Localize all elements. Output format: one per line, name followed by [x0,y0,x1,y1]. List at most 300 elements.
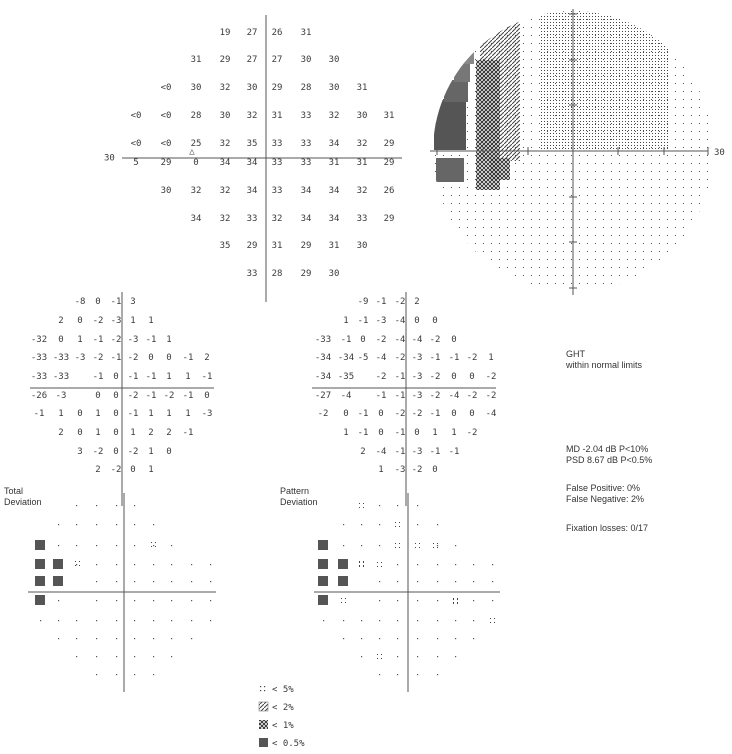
pattern-deviation-prob-dot-mark [397,581,398,582]
sensitivity-cell: <0 [130,111,142,121]
total-deviation-cell: 1 [185,372,191,382]
total-deviation-cell: -1 [201,372,213,382]
total-deviation-cell: -3 [127,335,139,345]
psd-value: PSD 8.67 dB P<0.5% [566,455,653,465]
legend-item [259,738,305,749]
pattern-deviation-prob-dot-mark [397,600,398,601]
total-deviation-prob-dot-mark [134,656,135,657]
pattern-deviation-prob-dots-mark [359,503,364,508]
pattern-deviation-prob-dot-mark [361,656,362,657]
total-deviation-cell: -1 [110,353,122,363]
total-deviation-prob-dot-mark [58,638,59,639]
pattern-deviation-cell: -2 [317,409,329,419]
pattern-deviation-cell: -2 [466,353,478,363]
total-deviation-cell: 0 [58,335,64,345]
pattern-deviation-probability [318,503,495,675]
sensitivity-cell: 34 [246,186,258,196]
pattern-deviation-prob-dots-mark [341,598,346,603]
total-deviation-cell: -2 [127,391,139,401]
pattern-deviation-prob-dot-mark [437,564,438,565]
pattern-deviation-prob-dot-mark [379,674,380,675]
total-deviation-prob-dot-mark [76,638,77,639]
total-deviation-prob-dot-mark [116,674,117,675]
total-deviation-cell: 3 [130,297,136,307]
total-deviation-cell: -1 [92,335,104,345]
pattern-deviation-prob-dot-mark [492,564,493,565]
total-deviation-prob-dot-mark [171,638,172,639]
pattern-deviation-prob-dot-mark [473,581,474,582]
total-deviation-prob-dot-mark [153,620,154,621]
sensitivity-cell: 34 [219,158,231,168]
pattern-deviation-cell: -4 [485,409,497,419]
pattern-deviation-cell: -34 [337,353,355,363]
pattern-deviation-prob-dot-mark [455,545,456,546]
total-deviation-cell: -2 [92,447,104,457]
pattern-deviation-cell: -2 [411,409,423,419]
sensitivity-cell: 32 [219,139,231,149]
pattern-deviation-prob-dot-mark [379,505,380,506]
pattern-deviation-cell: -2 [429,391,441,401]
total-deviation-cell: -32 [30,335,48,345]
sensitivity-cell: <0 [160,111,172,121]
sensitivity-cell: 29 [160,158,172,168]
pattern-deviation-cell: -1 [375,297,387,307]
total-deviation-cell: -2 [92,353,104,363]
sensitivity-cell: 31 [328,158,340,168]
pattern-deviation-cell: 0 [360,335,366,345]
pattern-deviation-prob-dot-mark [437,638,438,639]
pattern-deviation-prob-solid-mark [318,595,328,605]
pattern-deviation-label-2: Deviation [280,497,318,507]
sensitivity-values [131,28,395,279]
pattern-deviation-prob-dot-mark [379,524,380,525]
pattern-deviation-cell: -34 [314,372,332,382]
pattern-deviation-cell: -2 [429,335,441,345]
total-deviation-prob-dot-mark [171,564,172,565]
pattern-deviation-cell: 1 [451,428,457,438]
pattern-deviation-prob-dot-mark [473,620,474,621]
sensitivity-cell: 29 [383,158,395,168]
pattern-deviation-prob-dot-mark [437,581,438,582]
total-deviation-cell: 1 [166,409,172,419]
total-deviation-prob-dot-mark [134,505,135,506]
total-deviation-cell: -2 [92,316,104,326]
pattern-deviation-prob-solid-mark [318,540,328,550]
greyscale-dense-defect [434,100,466,150]
total-deviation-prob-dot-mark [76,524,77,525]
pattern-deviation-prob-dot-mark [437,545,438,546]
total-deviation-cell: 0 [77,409,83,419]
total-deviation-cell: 1 [148,409,154,419]
pattern-deviation-prob-dot-mark [361,545,362,546]
pattern-deviation-prob-dots-mark [377,654,382,659]
md-value: MD -2.04 dB P<10% [566,444,649,454]
pattern-deviation-cell: -4 [394,335,406,345]
pattern-deviation-cell: -2 [485,372,497,382]
total-deviation-prob-dot-mark [153,674,154,675]
total-deviation-cell: -33 [30,372,48,382]
pattern-deviation-cell: -4 [448,391,460,401]
total-deviation-cell: -1 [33,409,45,419]
pattern-deviation-prob-dot-mark [455,656,456,657]
pattern-deviation-cell: -3 [375,316,387,326]
total-deviation-cell: 0 [77,428,83,438]
sensitivity-cell: <0 [160,83,172,93]
pattern-deviation-cell: -1 [394,447,406,457]
total-deviation-prob-dot-mark [134,524,135,525]
total-deviation-prob-dot-mark [116,638,117,639]
total-deviation-prob-dot-mark [171,600,172,601]
sensitivity-cell: 19 [219,28,231,38]
pattern-deviation-cell: -1 [429,409,441,419]
total-deviation-cell: -3 [55,391,67,401]
pattern-deviation-cell: 0 [469,372,475,382]
pattern-deviation-cell: 0 [451,409,457,419]
total-deviation-cell: 1 [130,316,136,326]
total-deviation-prob-dot-mark [116,524,117,525]
pattern-deviation-prob-dot-mark [417,656,418,657]
total-deviation-cell: 0 [130,465,136,475]
pattern-deviation-cell: 0 [469,409,475,419]
pattern-deviation-prob-dot-mark [361,524,362,525]
pattern-deviation-prob-dot-mark [361,620,362,621]
total-deviation-prob-solid-mark [35,595,45,605]
sensitivity-cell: 27 [246,55,258,65]
total-deviation-prob-solid-mark [35,559,45,569]
pattern-deviation-prob-dot-mark [343,638,344,639]
sensitivity-cell: 35 [219,241,231,251]
legend-swatch-cross [259,720,268,729]
pattern-deviation-prob-dot-mark [437,656,438,657]
sensitivity-cell: 32 [246,111,258,121]
pattern-deviation-prob-dot-mark [417,620,418,621]
total-deviation-cell: 2 [58,316,64,326]
sensitivity-cell: 30 [328,269,340,279]
pattern-deviation-cell: -1 [357,428,369,438]
pattern-deviation-cell: -3 [411,447,423,457]
sensitivity-axis-label: 30 [104,153,115,164]
sensitivity-cell: 30 [190,83,202,93]
pattern-deviation-cell: -3 [411,391,423,401]
pattern-deviation-prob-dot-mark [343,620,344,621]
pattern-deviation-cell: -2 [394,409,406,419]
sensitivity-cell: 33 [300,158,312,168]
pattern-deviation-prob-dots-mark [377,562,382,567]
total-deviation-prob-dot-mark [134,674,135,675]
pattern-deviation-prob-dot-mark [417,564,418,565]
false-negative: False Negative: 2% [566,494,645,504]
total-deviation-prob-dot-mark [134,545,135,546]
pattern-deviation-cell: -2 [466,428,478,438]
pattern-deviation-cell: 0 [451,372,457,382]
total-deviation-prob-dot-mark [191,581,192,582]
total-deviation-cell: 0 [113,447,119,457]
pattern-deviation-cell: -1 [394,372,406,382]
total-deviation-cell: 3 [77,447,83,457]
greyscale-axis-label: 30 [714,148,725,158]
legend-label: < 1% [272,721,294,731]
pattern-deviation-prob-dot-mark [361,638,362,639]
sensitivity-cell: 34 [300,214,312,224]
sensitivity-cell: 30 [328,83,340,93]
total-deviation-prob-dot-mark [210,564,211,565]
sensitivity-cell: 29 [383,214,395,224]
fixation-losses: Fixation losses: 0/17 [566,523,649,533]
pattern-deviation-prob-dot-mark [397,656,398,657]
total-deviation-cell: -2 [127,353,139,363]
stats-panel [565,349,652,533]
sensitivity-cell: 27 [246,28,258,38]
pattern-deviation-prob-dot-mark [417,505,418,506]
total-deviation-prob-dot-mark [116,600,117,601]
pattern-deviation-prob-dot-mark [473,638,474,639]
total-deviation-prob-dot-mark [191,564,192,565]
total-deviation-cell: 1 [148,465,154,475]
sensitivity-cell: 30 [300,55,312,65]
total-deviation-prob-dot-mark [76,505,77,506]
sensitivity-cell: 31 [190,55,202,65]
total-deviation-cell: -2 [110,465,122,475]
total-deviation-cell: -2 [110,335,122,345]
sensitivity-cell: 31 [356,158,368,168]
probability-legend [259,685,305,749]
sensitivity-cell: 28 [271,269,283,279]
total-deviation-cell: 2 [204,353,210,363]
pattern-deviation-cell: -2 [466,391,478,401]
total-deviation-prob-dot-mark [116,656,117,657]
sensitivity-cell: 32 [271,214,283,224]
pattern-deviation-cell: -4 [340,391,352,401]
pattern-deviation-cell: 1 [343,316,349,326]
sensitivity-cell: 32 [356,186,368,196]
total-deviation-prob-dot-mark [96,581,97,582]
pattern-deviation-prob-dot-mark [379,600,380,601]
pattern-deviation-prob-dot-mark [473,564,474,565]
pattern-deviation-cell: 0 [432,316,438,326]
total-deviation-prob-dot-mark [153,564,154,565]
total-deviation-prob-dot-mark [96,564,97,565]
total-deviation-cell: -26 [30,391,48,401]
total-deviation-prob-dot-mark [96,505,97,506]
pattern-deviation-cell: 0 [378,428,384,438]
total-deviation-prob-dot-mark [58,545,59,546]
total-deviation-cell: -1 [127,409,139,419]
sensitivity-cell: 33 [356,214,368,224]
sensitivity-cell: 26 [383,186,395,196]
sensitivity-cell: 31 [383,111,395,121]
pattern-deviation-cell: -1 [394,391,406,401]
pattern-deviation-prob-dots-mark [395,522,400,527]
total-deviation-prob-dot-mark [116,545,117,546]
total-deviation-cell: 1 [95,428,101,438]
pattern-deviation-cell: 0 [414,428,420,438]
pattern-deviation-prob-dots-mark [359,562,364,567]
pattern-deviation-cell: -2 [485,391,497,401]
total-deviation-prob-dot-mark [210,600,211,601]
total-deviation-cell: -1 [145,391,157,401]
total-deviation-cell: 1 [77,335,83,345]
sensitivity-cell: 29 [383,139,395,149]
sensitivity-cell: 31 [328,241,340,251]
total-deviation-prob-dot-mark [116,505,117,506]
pattern-deviation-prob-dots-mark [490,618,495,623]
total-deviation-prob-dot-mark [96,638,97,639]
sensitivity-cell: 30 [328,55,340,65]
total-deviation-prob-dot-mark [76,656,77,657]
total-deviation-prob-dot-mark [191,638,192,639]
pattern-deviation-prob-solid-mark [338,559,348,569]
sensitivity-cell: 30 [356,111,368,121]
pattern-deviation-prob-dot-mark [455,564,456,565]
sensitivity-cell: 33 [300,111,312,121]
total-deviation-cell: 0 [77,316,83,326]
pattern-deviation-cell: 0 [414,316,420,326]
blind-spot-marker: △ [189,147,195,157]
legend-swatch-hatch [259,702,268,711]
total-deviation-cell: 0 [113,391,119,401]
total-deviation-cell: -1 [127,372,139,382]
sensitivity-cell: 34 [328,139,340,149]
pattern-deviation-cell: -1 [340,335,352,345]
pattern-deviation-prob-dot-mark [437,524,438,525]
pattern-deviation-cell: 0 [432,465,438,475]
pattern-deviation-prob-dots-mark [395,543,400,548]
total-deviation-cell: 0 [113,372,119,382]
sensitivity-cell: 30 [356,241,368,251]
pattern-deviation-cell: 2 [360,447,366,457]
ght-value: within normal limits [566,360,643,370]
pattern-deviation-prob-dot-mark [379,638,380,639]
total-deviation-prob-solid-mark [53,559,63,569]
total-deviation-prob-dot-mark [134,564,135,565]
total-deviation-prob-dot-mark [210,620,211,621]
pattern-deviation-prob-dot-mark [397,505,398,506]
total-deviation-cell: 0 [113,409,119,419]
total-deviation-cell: -3 [201,409,213,419]
sensitivity-cell: 32 [219,186,231,196]
pattern-deviation-prob-dot-mark [417,581,418,582]
total-deviation-cell: -1 [92,372,104,382]
pattern-deviation-cell: 1 [488,353,494,363]
pattern-deviation-prob-dots-mark [453,598,458,603]
total-deviation-cell: -1 [145,372,157,382]
total-deviation-cell: 1 [166,372,172,382]
total-deviation-prob-dot-mark [58,620,59,621]
pattern-deviation-cell: -9 [357,297,369,307]
pattern-deviation-prob-dot-mark [417,600,418,601]
total-deviation-prob-dot-mark [153,545,154,546]
total-deviation-prob-dot-mark [153,638,154,639]
sensitivity-cell: 30 [246,83,258,93]
pattern-deviation-cell: -34 [314,353,332,363]
total-deviation-cell: 0 [95,391,101,401]
total-deviation-cell: 0 [113,428,119,438]
total-deviation-cell: -33 [30,353,48,363]
total-deviation-cell: 0 [166,447,172,457]
total-deviation-prob-dot-mark [96,674,97,675]
sensitivity-cell: 31 [300,28,312,38]
pattern-deviation-prob-dot-mark [492,600,493,601]
pattern-deviation-prob-dots-mark [359,561,364,566]
total-deviation-prob-dot-mark [134,638,135,639]
pattern-deviation-cell: -27 [314,391,332,401]
sensitivity-cell: 33 [271,158,283,168]
sensitivity-cell: 33 [246,214,258,224]
pattern-deviation-prob-dot-mark [417,674,418,675]
total-deviation-cell: 1 [148,316,154,326]
sensitivity-cell: <0 [130,139,142,149]
pattern-deviation-cell: -1 [357,409,369,419]
total-deviation-prob-solid-mark [53,576,63,586]
total-deviation-cell: 0 [204,391,210,401]
greyscale-plot [430,9,725,295]
total-deviation-prob-dot-mark [76,620,77,621]
total-deviation-prob-dot-mark [191,600,192,601]
sensitivity-cell: 29 [271,83,283,93]
total-deviation-cell: 0 [166,353,172,363]
total-deviation-probability [35,505,211,675]
total-deviation-cell: 1 [148,447,154,457]
pattern-deviation-cell: -1 [429,353,441,363]
legend-item [259,702,294,713]
sensitivity-cell: 28 [300,83,312,93]
pattern-deviation-prob-solid-mark [338,576,348,586]
total-deviation-prob-dot-mark [116,620,117,621]
pattern-deviation-prob-dots-mark [415,543,420,548]
sensitivity-cell: 32 [328,111,340,121]
sensitivity-cell: 31 [271,241,283,251]
total-deviation-label-2: Deviation [4,497,42,507]
pattern-deviation-cell: 0 [451,335,457,345]
sensitivity-cell: 28 [190,111,202,121]
total-deviation-prob-dot-mark [171,545,172,546]
legend-label: < 5% [272,685,294,695]
pattern-deviation-prob-dot-mark [379,545,380,546]
sensitivity-cell: 34 [246,158,258,168]
total-deviation-prob-dots-mark [151,542,156,547]
pattern-deviation-prob-dot-mark [455,581,456,582]
pattern-deviation-cell: -2 [411,465,423,475]
total-deviation-prob-dot-mark [171,581,172,582]
pattern-deviation-cell: -33 [314,335,332,345]
pattern-deviation-cell: 1 [343,428,349,438]
sensitivity-cell: 32 [190,186,202,196]
sensitivity-cell: <0 [160,139,172,149]
pattern-deviation-cell: 1 [432,428,438,438]
total-deviation-prob-dot-mark [96,600,97,601]
pattern-deviation-prob-dot-mark [455,620,456,621]
pattern-deviation-cell: 1 [378,465,384,475]
sensitivity-cell: 26 [271,28,283,38]
total-deviation-cell: 2 [166,428,172,438]
total-deviation-cell: -1 [145,335,157,345]
sensitivity-cell: 34 [328,214,340,224]
pattern-deviation-prob-dot-mark [397,674,398,675]
sensitivity-cell: 31 [356,83,368,93]
sensitivity-cell: 32 [356,139,368,149]
ght-title: GHT [566,349,585,359]
pattern-deviation-prob-dot-mark [473,600,474,601]
false-positive: False Positive: 0% [566,483,641,493]
sensitivity-cell: 31 [271,111,283,121]
total-deviation-cell: -33 [52,353,70,363]
pattern-deviation-prob-dot-mark [455,638,456,639]
total-deviation-prob-solid-mark [35,540,45,550]
pattern-deviation-cell: 2 [414,297,420,307]
pattern-deviation-prob-dot-mark [397,564,398,565]
pattern-deviation-prob-dots-mark [453,599,458,604]
pattern-deviation-cell: -4 [375,447,387,457]
